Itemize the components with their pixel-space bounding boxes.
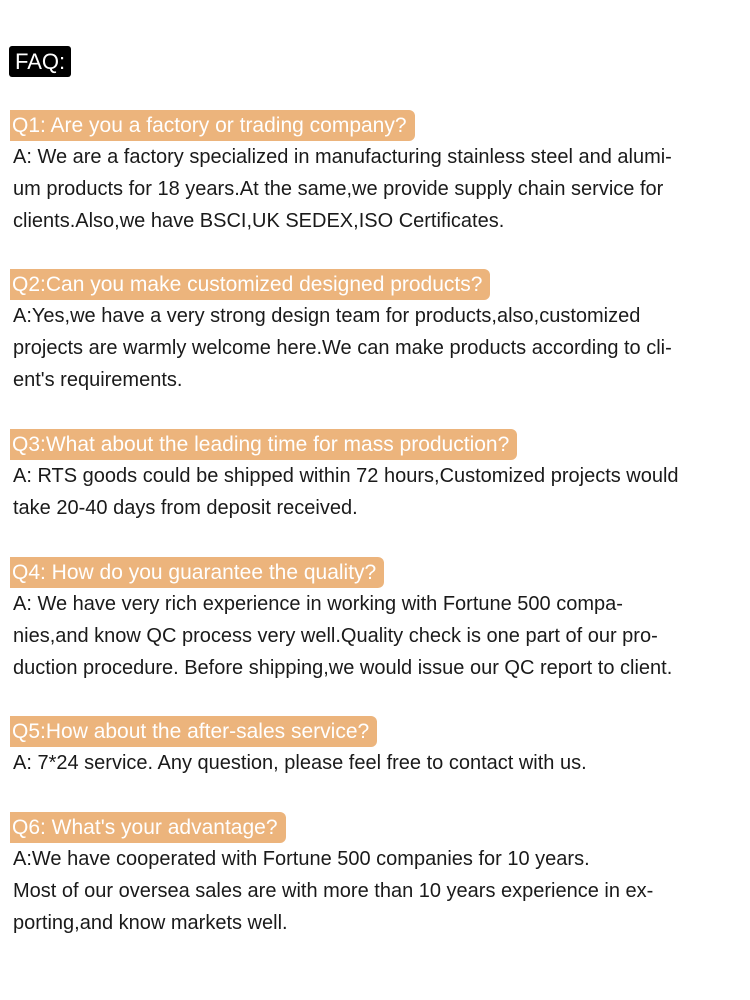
faq-item-3 [10,429,745,524]
answer-4-line-3: duction procedure. Before shipping,we would issue our QC report to client. [13,657,673,679]
answer-1-line-2: um products for 18 years.At the same,we provide supply chain service for [13,178,664,200]
faq-item-5 [10,716,745,779]
answer-1-line-1: A: We are a factory specialized in manufacturing stainless steel and alumi- [13,146,672,168]
question-5: Q5:How about the after-sales service? [10,716,377,747]
faq-title: FAQ: [9,46,71,77]
answer-2-line-3: ent's requirements. [13,369,183,391]
answer-4-line-2: nies,and know QC process very well.Quality check is one part of our pro- [13,625,658,647]
question-3: Q3:What about the leading time for mass production? [10,429,517,460]
faq-item-1 [10,110,745,237]
answer-3-line-1: A: RTS goods could be shipped within 72 hours,Customized projects would [13,465,679,487]
answer-6-line-1: A:We have cooperated with Fortune 500 companies for 10 years. [13,848,590,870]
answer-5-line-1: A: 7*24 service. Any question, please feel free to contact with us. [13,752,587,774]
answer-6-line-3: porting,and know markets well. [13,912,288,934]
faq-item-2 [10,269,745,396]
faq-item-4 [10,557,745,684]
answer-3-line-2: take 20-40 days from deposit received. [13,497,358,519]
answer-2-line-2: projects are warmly welcome here.We can make products according to cli- [13,337,672,359]
answer-2-line-1: A:Yes,we have a very strong design team for products,also,customized [13,305,641,327]
answer-4-line-1: A: We have very rich experience in working with Fortune 500 compa- [13,593,623,615]
question-4: Q4: How do you guarantee the quality? [10,557,384,588]
question-2: Q2:Can you make customized designed products? [10,269,490,300]
question-1: Q1: Are you a factory or trading company? [10,110,415,141]
answer-1-line-3: clients.Also,we have BSCI,UK SEDEX,ISO Certificates. [13,210,505,232]
faq-item-6 [10,812,745,939]
answer-6-line-2: Most of our oversea sales are with more than 10 years experience in ex- [13,880,654,902]
question-6: Q6: What's your advantage? [10,812,286,843]
